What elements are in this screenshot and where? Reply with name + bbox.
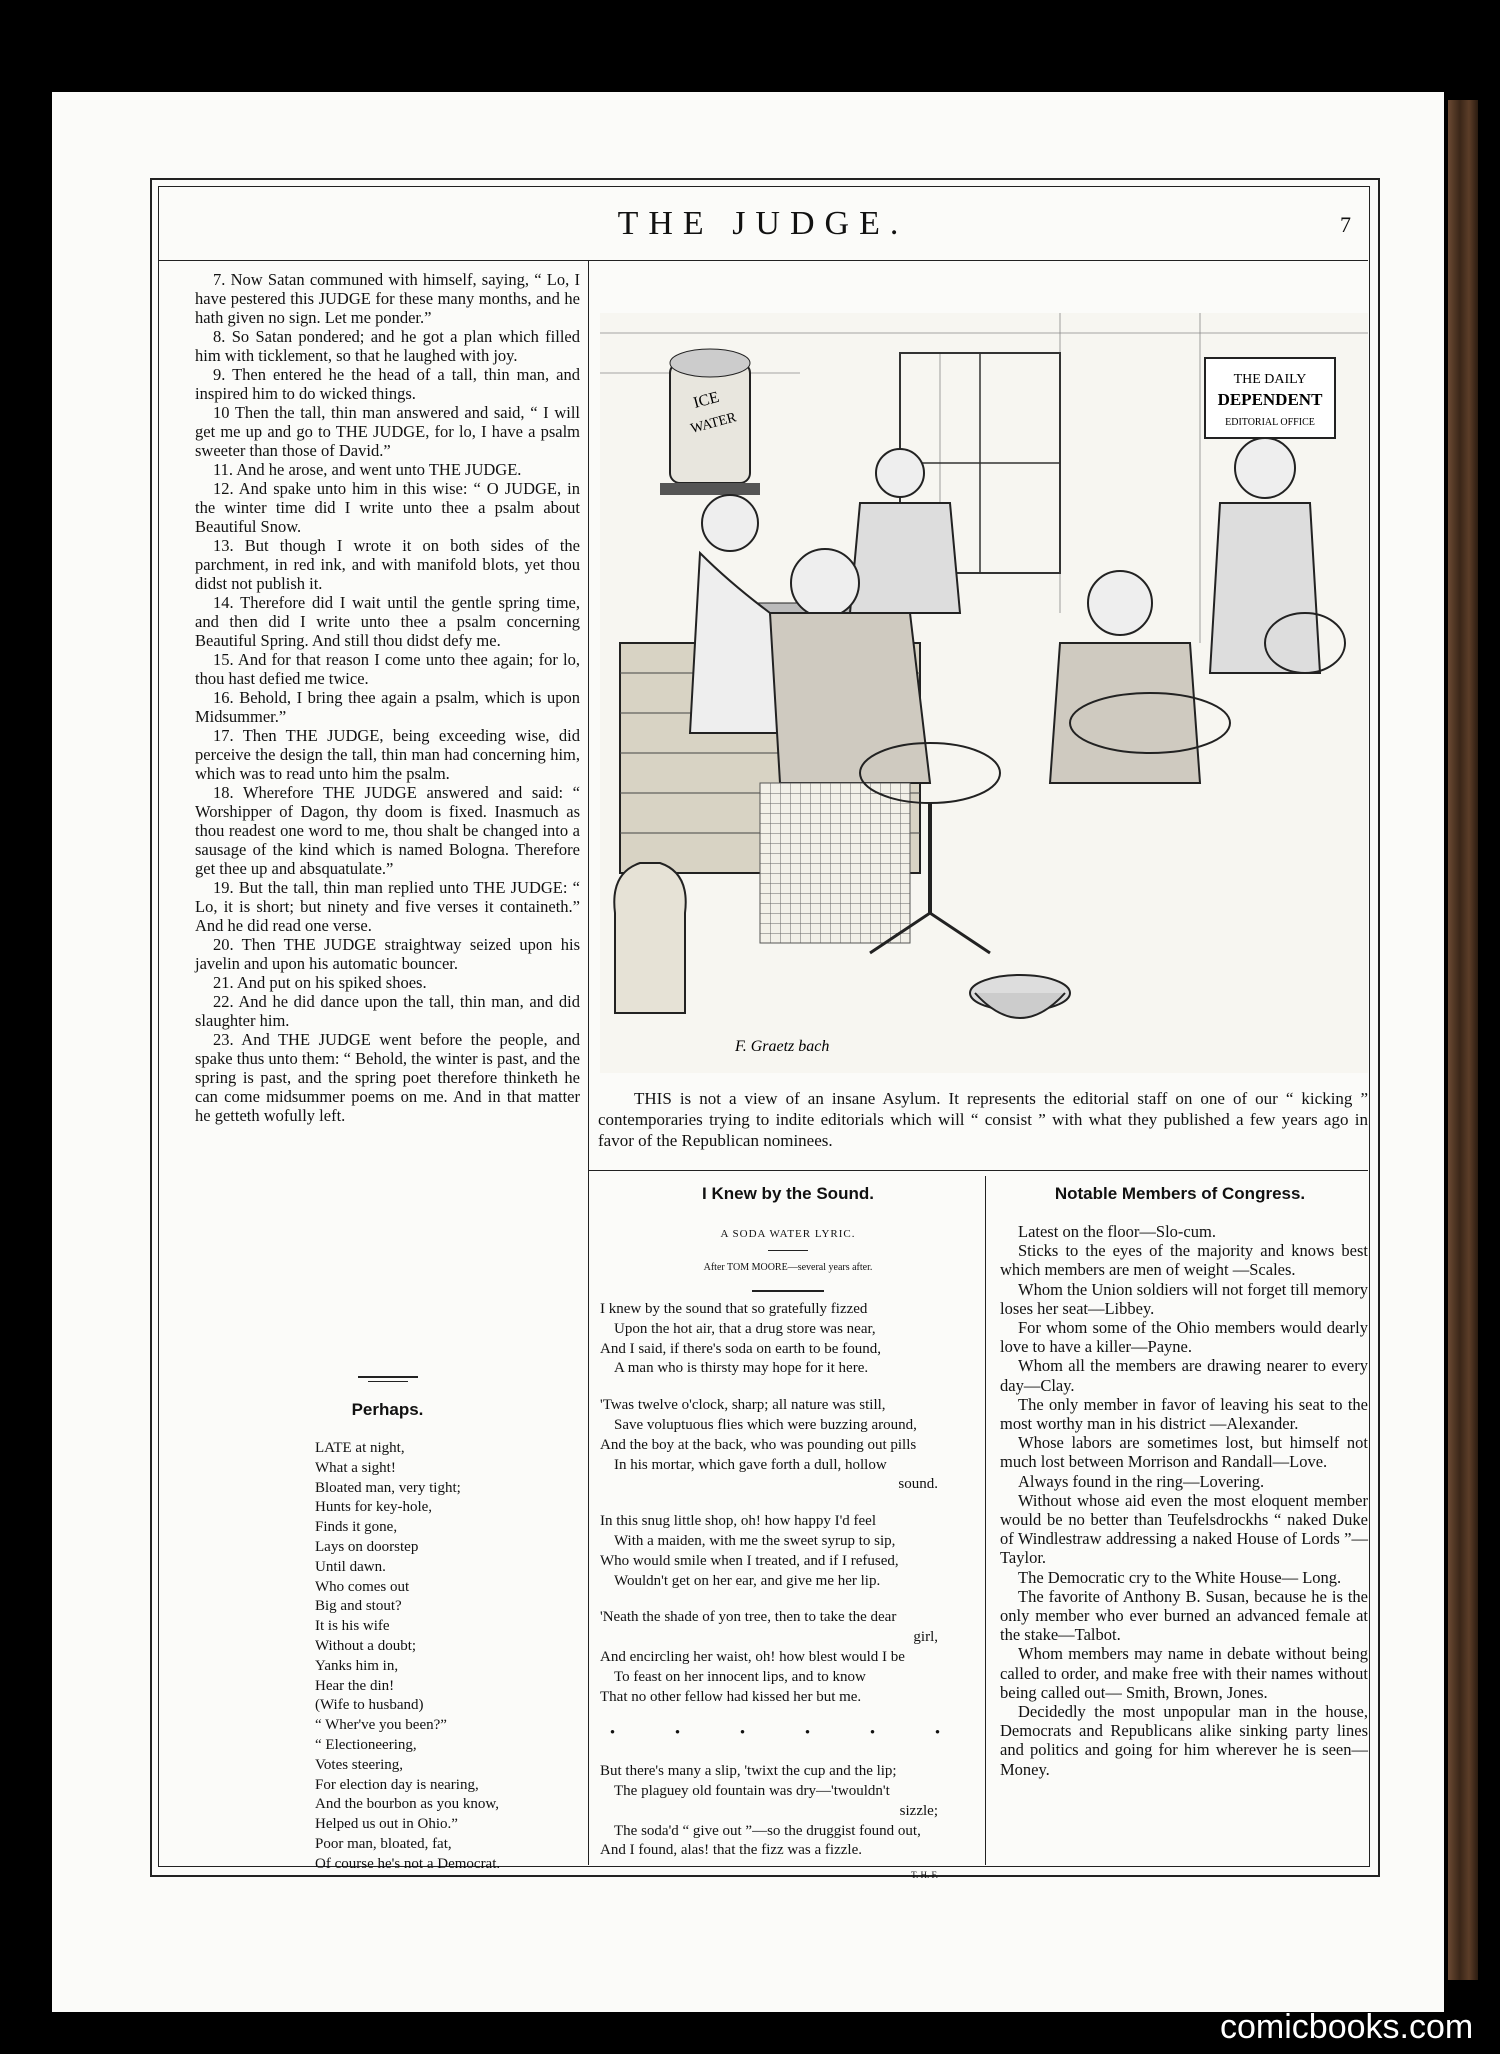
poem-line: “ Wher've you been?” (315, 1717, 447, 1734)
caption-text: THIS is not a view of an insane Asylum. It represents the editorial staff on one of our “ kicking ” contemporaries trying to indite editorials which will “ consist ” with what they published a few years ago in favor of the Republican nominees. (598, 1089, 1368, 1150)
poem-line: And encircling her waist, oh! how blest would I be (600, 1648, 905, 1665)
poem-line: Who would smile when I treated, and if I refused, (600, 1552, 899, 1569)
poem-stanza (600, 1512, 978, 1591)
poem-line: And I said, if there's soda on earth to be found, (600, 1340, 881, 1357)
satan-article (195, 270, 580, 1125)
poem-line: “ Electioneering, (315, 1736, 417, 1753)
congress-list (1000, 1222, 1368, 1779)
attribution-rule (752, 1290, 824, 1292)
poem-line: But there's many a slip, 'twixt the cup and the lip; (600, 1763, 897, 1780)
congress-title: Notable Members of Congress. (1054, 1184, 1306, 1203)
article-paragraph: 9. Then entered he the head of a tall, thin man, and inspired him to do wicked things. (195, 365, 580, 403)
poem-line: It is his wife (315, 1618, 390, 1635)
poem-line: The soda'd “ give out ”—so the druggist found out, (614, 1822, 921, 1839)
column-rule-left (588, 261, 589, 1865)
poem-line: LATE at night, (315, 1440, 405, 1456)
article-paragraph: 7. Now Satan communed with himself, saying, “ Lo, I have pestered this JUDGE for these many months, and he hath given no sign. Let me ponder.” (195, 270, 580, 327)
urn-label-1: ICE (691, 388, 721, 412)
poem-line: Hear the din! (315, 1677, 395, 1694)
article-paragraph: 23. And THE JUDGE went before the people, and spake thus unto them: “ Behold, the winter is past, and the spring is past, and the spring poet therefore thinketh he can come midsummer poems on me. And in that matter he getteth wofully left. (195, 1030, 580, 1125)
poem-line: 'Twas twelve o'clock, sharp; all nature was still, (600, 1397, 886, 1414)
poem-line: Upon the hot air, that a drug store was near, (614, 1320, 876, 1337)
sign-text-3: EDITORIAL OFFICE (1225, 417, 1315, 428)
poem-line: sizzle; (899, 1802, 938, 1819)
congress-entry: The only member in favor of leaving his seat to the most worthy man in his district —Alexander. (1000, 1394, 1368, 1434)
poem-stanza (600, 1300, 978, 1379)
column-rule-right (985, 1176, 986, 1865)
article-paragraph: 8. So Satan pondered; and he got a plan which filled him with ticklement, so that he laughed with joy. (195, 327, 580, 365)
article-paragraph: 13. But though I wrote it on both sides of the parchment, in red ink, and with manifold blots, yet thou didst not publish it. (195, 536, 580, 593)
sign-text-1: THE DAILY (1233, 372, 1307, 387)
poem-line: I knew by the sound that so gratefully fizzed (600, 1301, 868, 1317)
congress-entry: Decidedly the most unpopular man in the house, Democrats and Republicans alike sinking party lines and politics and going for him wherever he is seen—Money. (1000, 1702, 1368, 1779)
poem-line: Of course he's not a Democrat. (315, 1855, 501, 1872)
perhaps-poem (315, 1439, 580, 1875)
poem-line: Wouldn't get on her ear, and give me her lip. (614, 1572, 881, 1589)
perhaps-title: Perhaps. (351, 1400, 424, 1419)
article-paragraph: 14. Therefore did I wait until the gentle spring time, and then did I write unto thee a psalm concerning Beautiful Spring. And still thou didst defy me. (195, 593, 580, 650)
poem-line: To feast on her innocent lips, and to know (614, 1668, 866, 1685)
poem-line: Who comes out (315, 1578, 410, 1595)
poem-stanza (600, 1396, 978, 1495)
poem-stanza (600, 1608, 978, 1707)
article-paragraph: 20. Then THE JUDGE straightway seized upon his javelin and upon his automatic bouncer. (195, 935, 580, 973)
poem-stanza (600, 1762, 978, 1861)
subtitle-rule (768, 1250, 808, 1251)
article-paragraph: 22. And he did dance upon the tall, thin man, and did slaughter him. (195, 992, 580, 1030)
congress-entry: Sticks to the eyes of the majority and knows best which members are men of weight —Scales. (1000, 1241, 1368, 1280)
poem-line: girl, (913, 1629, 938, 1646)
poem-line: Yanks him in, (315, 1657, 399, 1674)
poem-line: Until dawn. (315, 1558, 386, 1575)
stanza-break-dots: • • • • • • (609, 1725, 969, 1742)
perhaps-rule-thin (368, 1381, 408, 1382)
poem-line: Big and stout? (315, 1598, 402, 1615)
article-paragraph: 16. Behold, I bring thee again a psalm, which is upon Midsummer.” (195, 688, 580, 726)
congress-entry: Always found in the ring—Lovering. (1018, 1471, 1265, 1491)
poem-line: In this snug little shop, oh! how happy I'd feel (600, 1513, 876, 1530)
poem-line: That no other fellow had kissed her but me. (600, 1688, 862, 1705)
poem-line: 'Neath the shade of yon tree, then to take the dear (600, 1609, 897, 1626)
masthead-title: THE JUDGE. (617, 205, 909, 242)
article-paragraph: 17. Then THE JUDGE, being exceeding wise, did perceive the design the tall, thin man had concerning him, which was to read unto him the psalm. (195, 726, 580, 783)
knew-sound-title: I Knew by the Sound. (702, 1184, 874, 1203)
article-paragraph: 21. And put on his spiked shoes. (213, 973, 427, 992)
poem-line: Helped us out in Ohio.” (315, 1816, 458, 1833)
urn-label-2: WATER (689, 410, 739, 437)
poem-line: Finds it gone, (315, 1519, 398, 1536)
congress-entry: Without whose aid even the most eloquent member would be no better than Teufelsdrockhs “ naked Duke of Windlestraw addressing a naked House of Lords ”—Taylor. (1000, 1490, 1368, 1568)
poem-line: And the bourbon as you know, (315, 1796, 500, 1813)
book-spine (1448, 100, 1478, 1980)
poem-line: Lays on doorstep (315, 1538, 419, 1555)
poem-line: Hunts for key-hole, (315, 1499, 433, 1516)
poem-line: Bloated man, very tight; (315, 1479, 461, 1496)
congress-entry: Whose labors are sometimes lost, but himself not much lost between Morrison and Randall—Love. (1000, 1433, 1368, 1472)
poem-line: And I found, alas! that the fizz was a fizzle. (600, 1842, 862, 1859)
watermark: comicbooks.com (1220, 2008, 1474, 2046)
article-paragraph: 11. And he arose, and went unto THE JUDGE. (213, 460, 522, 479)
article-paragraph: 19. But the tall, thin man replied unto THE JUDGE: “ Lo, it is short; but ninety and five verses it containeth.” And he did read one verse. (195, 878, 580, 935)
congress-entry: The favorite of Anthony B. Susan, because he is the only member who ever burned an advanced female at the stake—Talbot. (1000, 1586, 1368, 1645)
poem-line: What a sight! (315, 1459, 396, 1476)
artist-signature: F. Graetz bach (735, 1038, 830, 1055)
congress-entry: Latest on the floor—Slo-cum. (1018, 1222, 1216, 1241)
article-paragraph: 15. And for that reason I come unto thee again; for lo, thou hast defied me twice. (195, 650, 580, 688)
article-paragraph: 10 Then the tall, thin man answered and said, “ I will get me up and go to THE JUDGE, for lo, I have a psalm sweeter than those of David.” (195, 403, 580, 460)
poem-line: sound. (898, 1476, 938, 1493)
editorial-staff-illustration (600, 313, 1368, 1073)
poem-line: And the boy at the back, who was pounding out pills (600, 1436, 917, 1453)
poem-line: For election day is nearing, (315, 1776, 479, 1793)
congress-entry: For whom some of the Ohio members would dearly love to have a killer—Payne. (1000, 1318, 1368, 1357)
perhaps-rule (358, 1376, 418, 1378)
poem-line: Poor man, bloated, fat, (315, 1835, 452, 1852)
article-paragraph: 18. Wherefore THE JUDGE answered and said: “ Worshipper of Dagon, thy doom is fixed. Inasmuch as thou readest one word to me, thou shalt be changed into a sausage of the kind which is named Bologna. Therefore get thee up and absquatulate.” (195, 783, 580, 878)
poem-initials: T. H. F. (911, 1870, 938, 1881)
poem-line: Save voluptuous flies which were buzzing around, (614, 1416, 917, 1433)
congress-entry: Whom all the members are drawing nearer to every day—Clay. (1000, 1356, 1368, 1395)
caption-rule (588, 1170, 1368, 1171)
poem-line: The plaguey old fountain was dry—'twouldn't (614, 1782, 890, 1799)
congress-entry: Whom members may name in debate without being called to order, and make free with their names without being called out— Smith, Brown, Jones. (1000, 1644, 1368, 1702)
congress-entry: Whom the Union soldiers will not forget till memory loses her seat—Libbey. (1000, 1279, 1368, 1318)
knew-sound-poem (600, 1300, 978, 1886)
page-number: 7 (1340, 212, 1351, 237)
illustration-caption (598, 1088, 1368, 1151)
article-paragraph: 12. And spake unto him in this wise: “ O JUDGE, in the winter time did I write unto thee a psalm about Beautiful Snow. (195, 479, 580, 536)
poem-line: In his mortar, which gave forth a dull, hollow (614, 1456, 887, 1473)
congress-entry: The Democratic cry to the White House— Long. (1018, 1567, 1342, 1587)
sign-text-2: DEPENDENT (1217, 390, 1323, 409)
poem-line: A man who is thirsty may hope for it here. (614, 1360, 869, 1377)
knew-sound-attribution: After TOM MOORE—several years after. (703, 1262, 873, 1273)
poem-line: With a maiden, with me the sweet syrup to sip, (614, 1532, 896, 1549)
masthead-rule (158, 260, 1368, 261)
knew-sound-subtitle: A SODA WATER LYRIC. (720, 1228, 856, 1240)
poem-line: Votes steering, (315, 1756, 404, 1773)
poem-line: Without a doubt; (315, 1637, 417, 1654)
poem-line: (Wife to husband) (315, 1697, 424, 1714)
